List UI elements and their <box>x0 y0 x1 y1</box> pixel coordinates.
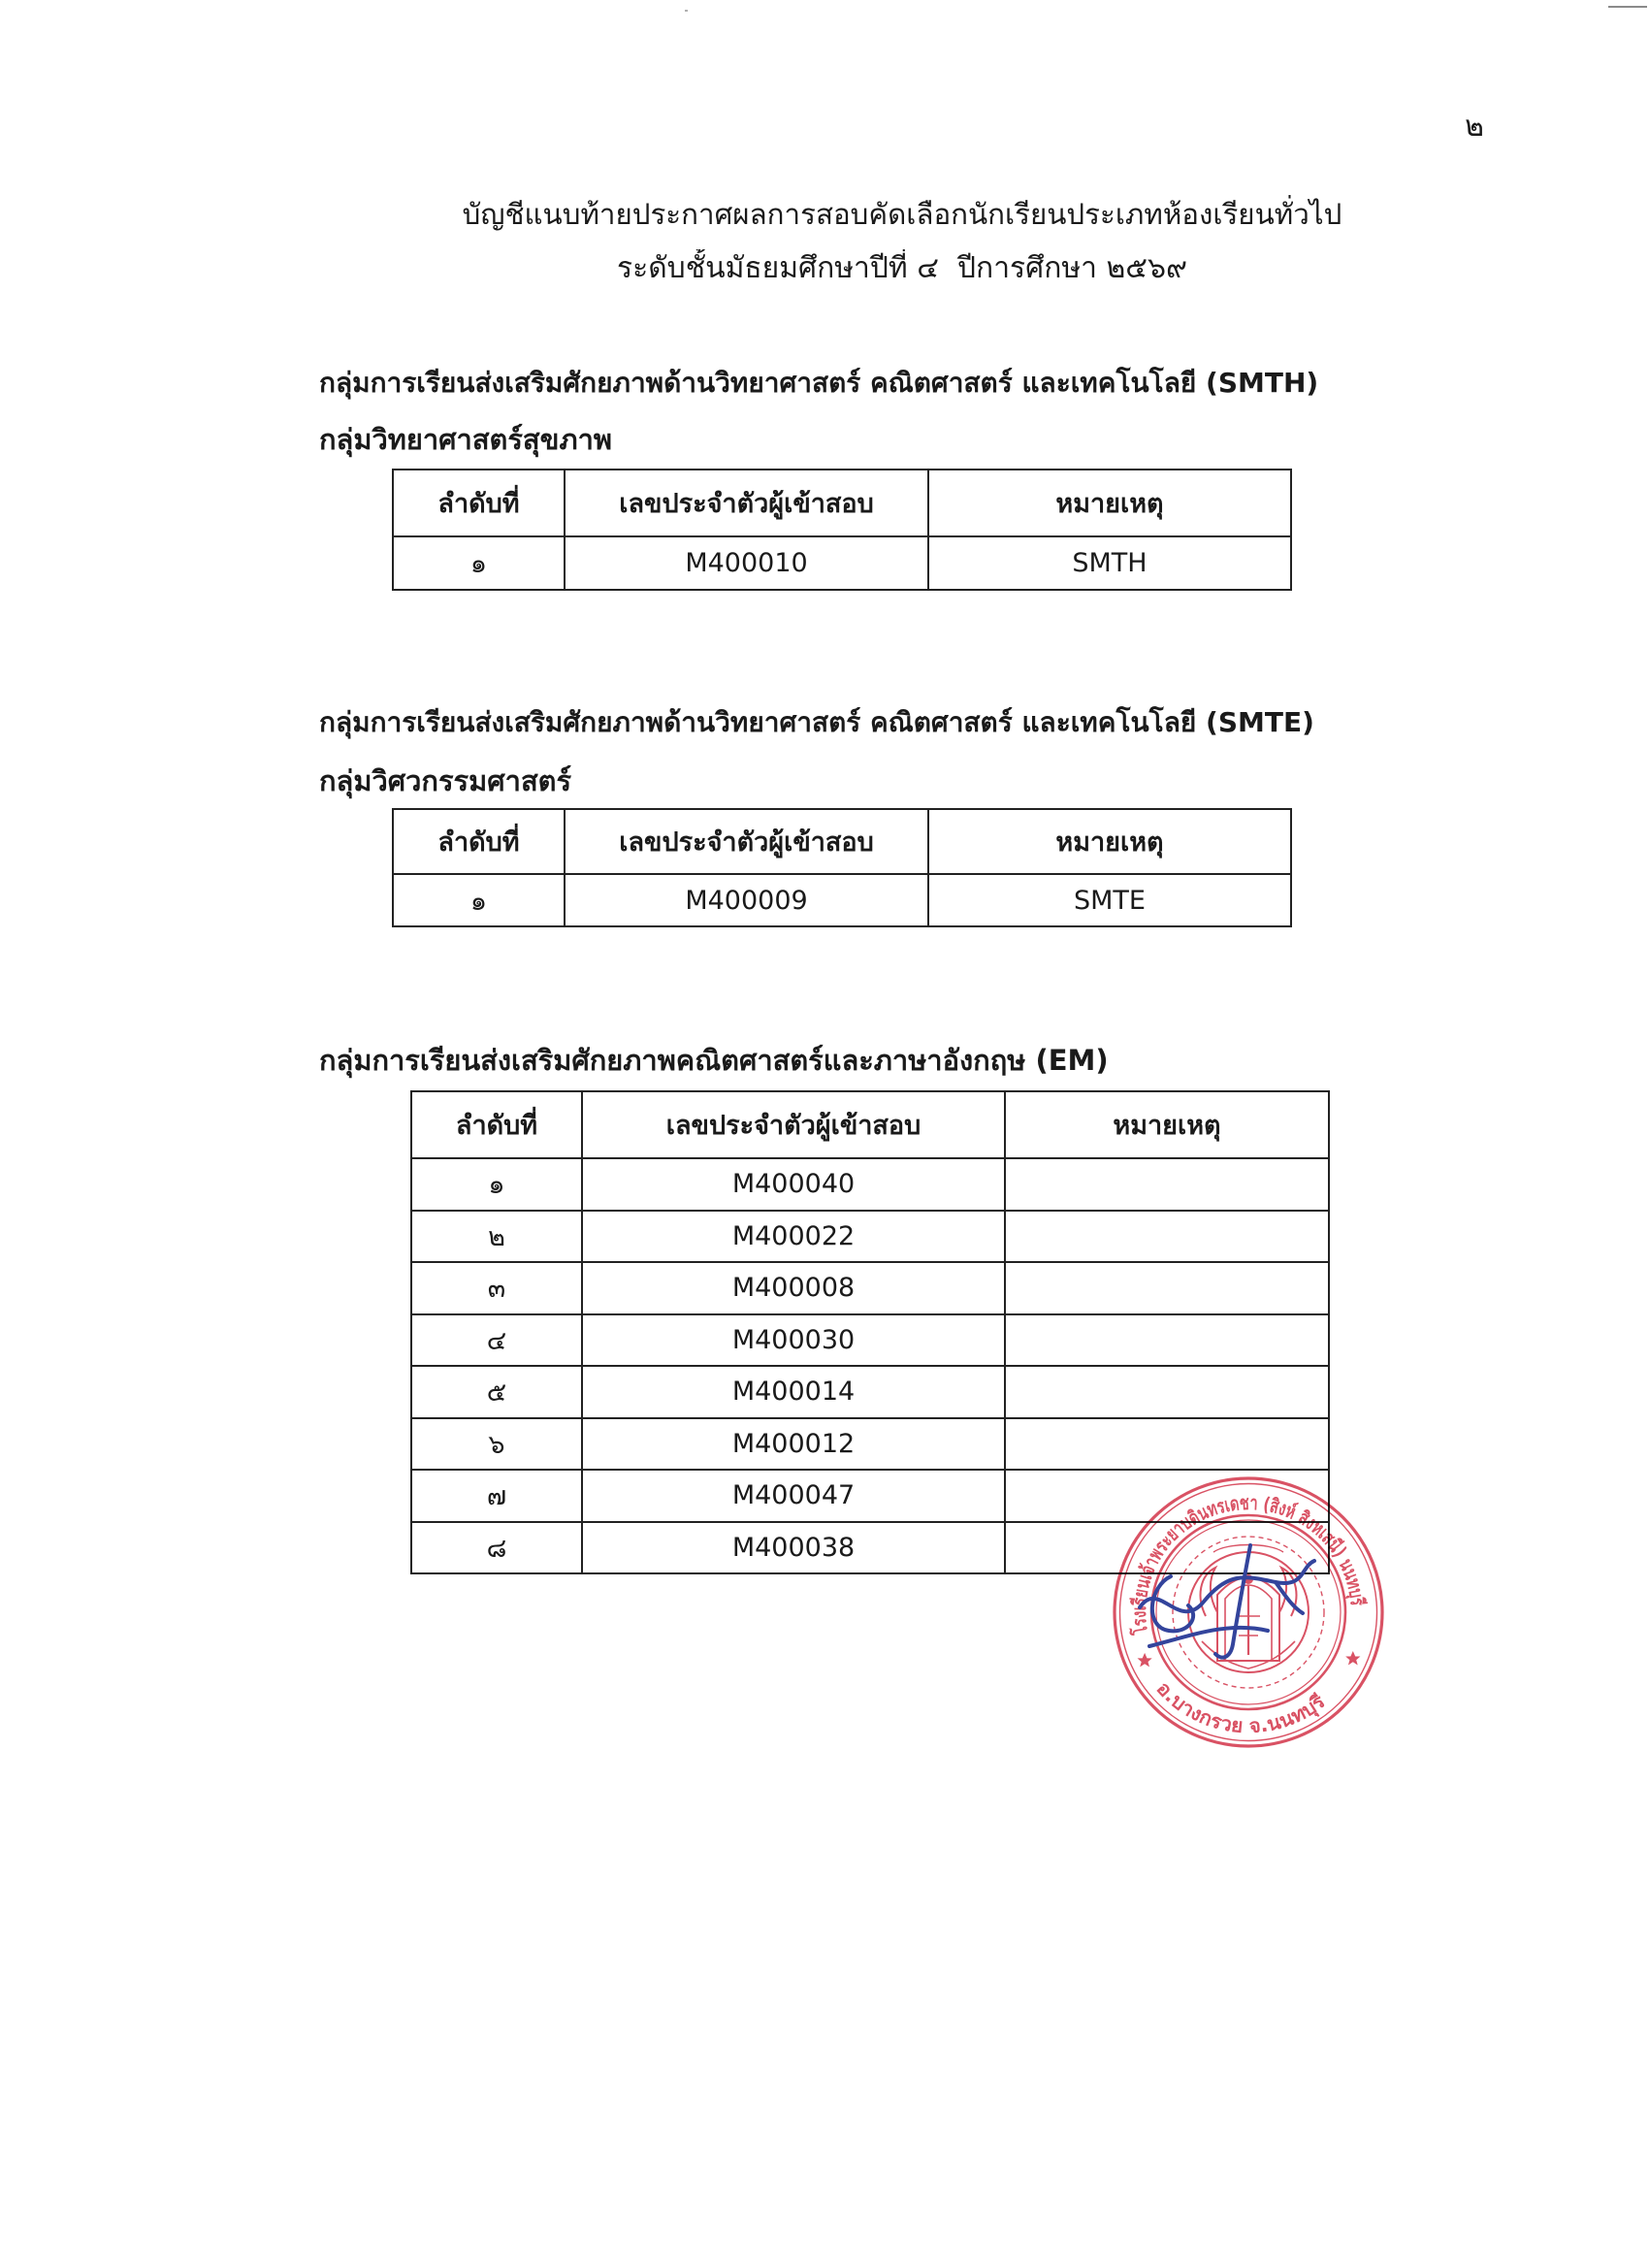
section-subheading-engineering: กลุ่มวิศวกรรมศาสตร์ <box>319 764 572 797</box>
table-row <box>411 1366 1329 1418</box>
table-row <box>411 1418 1329 1471</box>
results-table-smte <box>392 808 1292 927</box>
section-subheading-health-science: กลุ่มวิทยาศาสตร์สุขภาพ <box>319 423 612 456</box>
table-row <box>411 1262 1329 1314</box>
column-header-exam-id: เลขประจำตัวผู้เข้าสอบ <box>565 809 928 874</box>
table-row <box>393 536 1291 590</box>
cell-note <box>1005 1314 1329 1367</box>
column-header-order: ลำดับที่ <box>411 1091 582 1158</box>
seal-star-right-icon <box>1345 1651 1360 1666</box>
section-heading-smte: กลุ่มการเรียนส่งเสริมศักยภาพด้านวิทยาศาสตร์ คณิตศาสตร์ และเทคโนโลยี (SMTE) <box>319 706 1314 738</box>
cell-note: SMTH <box>928 536 1291 590</box>
cell-order: ๑ <box>393 874 565 926</box>
table-row <box>393 874 1291 926</box>
cell-note <box>1005 1158 1329 1211</box>
table-header-row <box>393 809 1291 874</box>
table-row <box>411 1314 1329 1367</box>
cell-note <box>1005 1262 1329 1314</box>
column-header-order: ลำดับที่ <box>393 809 565 874</box>
scan-speck <box>685 10 688 12</box>
results-table-smth <box>392 469 1292 591</box>
cell-exam-id: M400014 <box>582 1366 1005 1418</box>
cell-order: ๓ <box>411 1262 582 1314</box>
column-header-note: หมายเหตุ <box>928 470 1291 536</box>
cell-exam-id: M400040 <box>582 1158 1005 1211</box>
table-header-row <box>411 1091 1329 1158</box>
cell-exam-id: M400009 <box>565 874 928 926</box>
scan-edge-mark <box>1608 6 1647 8</box>
section-heading-em: กลุ่มการเรียนส่งเสริมศักยภาพคณิตศาสตร์และภาษาอังกฤษ (EM) <box>319 1044 1109 1077</box>
column-header-order: ลำดับที่ <box>393 470 565 536</box>
cell-exam-id: M400010 <box>565 536 928 590</box>
table-header-row <box>393 470 1291 536</box>
cell-order: ๑ <box>411 1158 582 1211</box>
cell-exam-id: M400008 <box>582 1262 1005 1314</box>
cell-note <box>1005 1418 1329 1471</box>
cell-exam-id: M400012 <box>582 1418 1005 1471</box>
cell-exam-id: M400038 <box>582 1522 1005 1574</box>
signature-stroke-main <box>1140 1561 1314 1611</box>
document-title: บัญชีแนบท้ายประกาศผลการสอบคัดเลือกนักเรียนประเภทห้องเรียนทั่วไป <box>462 198 1342 231</box>
cell-note <box>1005 1211 1329 1263</box>
signature-stroke-loop <box>1152 1576 1193 1631</box>
cell-note: SMTE <box>928 874 1291 926</box>
cell-exam-id: M400022 <box>582 1211 1005 1263</box>
cell-exam-id: M400030 <box>582 1314 1005 1367</box>
cell-note <box>1005 1366 1329 1418</box>
cell-order: ๑ <box>393 536 565 590</box>
signature-stroke-vertical <box>1215 1545 1250 1658</box>
page-number: ๒ <box>1465 110 1484 144</box>
cell-order: ๔ <box>411 1314 582 1367</box>
handwritten-signature <box>1130 1538 1324 1683</box>
table-row <box>411 1211 1329 1263</box>
column-header-note: หมายเหตุ <box>1005 1091 1329 1158</box>
cell-order: ๘ <box>411 1522 582 1574</box>
cell-order: ๖ <box>411 1418 582 1471</box>
section-heading-smth: กลุ่มการเรียนส่งเสริมศักยภาพด้านวิทยาศาสตร์ คณิตศาสตร์ และเทคโนโลยี (SMTH) <box>319 367 1319 399</box>
cell-order: ๗ <box>411 1470 582 1522</box>
cell-exam-id: M400047 <box>582 1470 1005 1522</box>
column-header-exam-id: เลขประจำตัวผู้เข้าสอบ <box>582 1091 1005 1158</box>
signature-stroke-tail <box>1276 1582 1303 1613</box>
document-subtitle: ระดับชั้นมัธยมศึกษาปีที่ ๔ ปีการศึกษา ๒๕๖๙ <box>616 251 1188 285</box>
cell-order: ๕ <box>411 1366 582 1418</box>
table-row <box>411 1158 1329 1211</box>
seal-bottom-text: อ.บางกรวย จ.นนทบุรี <box>1151 1676 1330 1738</box>
seal-top-text: โรงเรียนเจ้าพระยาบดินทรเดชา (สิงห์ สิงหเสนี) นนทบุรี <box>1126 1490 1371 1636</box>
column-header-exam-id: เลขประจำตัวผู้เข้าสอบ <box>565 470 928 536</box>
column-header-note: หมายเหตุ <box>928 809 1291 874</box>
cell-order: ๒ <box>411 1211 582 1263</box>
